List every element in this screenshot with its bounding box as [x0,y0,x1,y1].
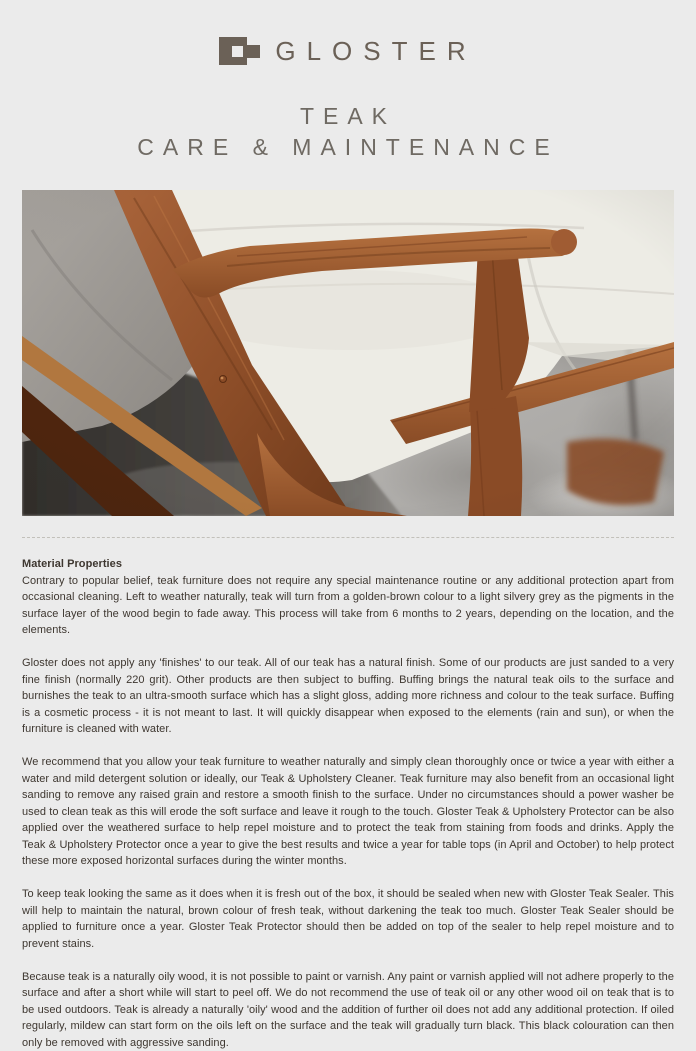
gloster-wordmark: GLOSTER [273,37,476,65]
section-heading: Material Properties [22,556,674,573]
logo-square-large [219,37,247,65]
hero-photo [22,190,674,516]
body-paragraph: To keep teak looking the same as it does when it is fresh out of the box, it should be sealed when new with Gloster Teak Sealer. This will help to maintain the natural, brown colour of fresh teak, without darkening the teak too much. Gloster Teak Sealer should be applied to furniture once a year. Gloster Teak Protector should then be added on top of the sealer to help repel moisture and to prevent stains. [22,886,674,952]
page-title-line1: TEAK [0,101,696,132]
body-paragraph: Contrary to popular belief, teak furniture does not require any special maintenance routine or any additional protection apart from occasional cleaning. Left to weather naturally, teak will turn from a golden-brown colour to a light silvery grey as the pigments in the surface layer of the wood begin to fade away. This process will take from 6 months to 2 years, depending on the location, and the elements. [22,573,674,639]
body-paragraph: Gloster does not apply any 'finishes' to our teak. All of our teak has a natural finish. Some of our products are just sanded to a very fine finish (normally 220 grit). Other products are then subject to buffing. Buffing brings the natural teak oils to the surface and burnishes the teak to an ultra-smooth surface which has a slight gloss, adding more richness and colour to the teak surface. Buffing is a cosmetic process - it is not meant to last. It will quickly disappear when exposed to the elements (rain and sun), or when the furniture is cleaned with water. [22,655,674,738]
logo-square-small [247,45,260,58]
teak-chair-photo-illustration [22,190,674,516]
page-title [0,101,696,163]
care-instructions [22,556,674,1051]
brand-header [0,37,696,65]
body-paragraph: We recommend that you allow your teak furniture to weather naturally and simply clean thoroughly once or twice a year with either a water and mild detergent solution or ideally, our Teak & Upholstery Cleaner. Teak furniture may also benefit from an occasional light sanding to remove any raised grain and restore a smooth finish to the surface. Under no circumstances should a power washer be used to clean teak as this will erode the soft surface and leave it rough to the touch. Gloster Teak & Upholstery Protector can be also applied over the weathered surface to help repel moisture and to protect the teak from staining from foods and drinks. Apply the Teak & Upholstery Protector once a year to give the best results and twice a year for table tops (in April and October) to help protect these more exposed horizontal surfaces during the winter months. [22,754,674,870]
gloster-logo-icon [219,37,260,65]
page-title-line2: CARE & MAINTENANCE [0,132,696,163]
dotted-divider [22,537,674,538]
body-paragraph: Because teak is a naturally oily wood, it is not possible to paint or varnish. Any paint or varnish applied will not adhere properly to the surface and after a short while will start to peel off. We do not recommend the use of teak oil or any other wood oil on teak that is to be used outdoors. Teak is already a naturally 'oily' wood and the addition of further oil does not add any additional protection. If oiled regularly, mildew can start form on the oils left on the surface and the teak will gradually turn black. This black colouration can then only be removed with aggressive sanding. [22,969,674,1051]
